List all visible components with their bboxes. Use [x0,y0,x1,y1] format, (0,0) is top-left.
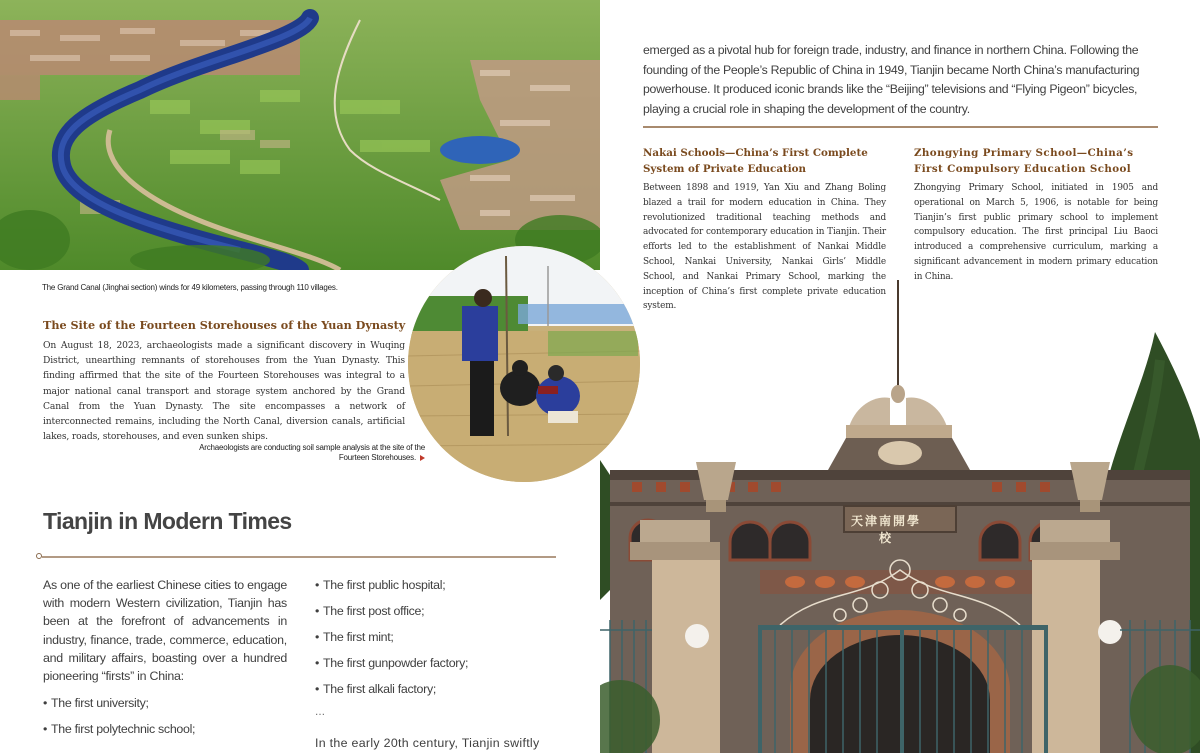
canal-photo-caption: The Grand Canal (Jinghai section) winds for 49 kilometers, passing through 110 villages. [42,283,338,292]
first-item-text: The first mint; [323,630,394,644]
archaeologists-photo-caption [180,443,425,463]
first-item-text: The first alkali factory; [323,682,437,696]
nakai-schools-body: Between 1898 and 1919, Yan Xiu and Zhang Boling blazed a trail for modern education in China. They revolutionized traditional teaching methods and advocated for contemporary education in Tianjin. Their efforts led to the establishment of Nankai Middle School, Nankai University, Nankai Girls’ Middle School, and Nankai Primary School, marking the inception of China’s first complete private education system. [643,183,886,312]
list-item [315,630,394,644]
first-item-text: The first gunpowder factory; [323,656,469,670]
bullet-icon: • [315,682,320,696]
yuan-storehouses-body: On August 18, 2023, archaeologists made a significant discovery in Wuqing District, unearthing remnants of storehouses from the Yuan Dynasty. This finding affirmed that the site of the Fourteen Storehouses was integral to a major national canal transport and storage system anchored by the Grand Canal from the Yuan Dynasty. The site encompasses a network of interconnected remains, including the North Canal, diversion canals, artificial lakes, roads, storehouses, and even sunken ships. [43,340,405,443]
school-sign-text: 天津南開學校 [850,514,921,545]
modern-times-continuation-right: emerged as a pivotal hub for foreign trade, industry, and finance in northern China. Following the founding of the People’s Republic of China in 1949, Tianjin became North China’s manufacturing powerhouse. It produced iconic brands like the “Beijing” televisions and “Flying Pigeon” bicycles, playing a crucial role in shaping the development of the country. [643,43,1140,116]
caption-pointer-icon [420,455,425,461]
list-item [43,696,149,710]
nakai-schools-heading: Nakai Schools—China’s First Complete System of Private Education [643,147,868,175]
grand-canal-photo [0,0,600,270]
bullet-icon: • [315,578,320,592]
first-item-text: The first public hospital; [323,578,446,592]
list-ellipsis: … [315,707,326,718]
bullet-icon: • [43,722,48,736]
modern-times-intro: As one of the earliest Chinese cities to engage with modern Western civilization, Tianjin has been at the forefront of advancements in industry, finance, trade, commerce, education, and military affairs, boasting over a hundred pioneering “firsts” in China: [43,578,287,684]
divider-line [42,556,556,558]
first-item-text: The first university; [51,696,149,710]
archaeologists-caption-text: Archaeologists are conducting soil sample analysis at the site of the Fourteen Storehouses. [199,443,425,462]
yuan-storehouses-heading: The Site of the Fourteen Storehouses of the Yuan Dynasty [43,318,406,332]
list-item [315,682,436,696]
first-item-text: The first polytechnic school; [51,722,196,736]
bullet-icon: • [315,656,320,670]
zhongying-school-body: Zhongying Primary School, initiated in 1905 and operational on March 5, 1906, is notable for being Tianjin’s first public primary school to implement compulsory education. The first principal Liu Baoci introduced a comprehensive curriculum, marking a significant advancement in modern primary education in China. [914,183,1158,282]
modern-times-continuation: In the early 20th century, Tianjin swiftly [315,736,540,750]
first-item-text: The first post office; [323,604,425,618]
zhongying-school-heading: Zhongying Primary School—China’s First Compulsory Education School [914,147,1134,175]
list-item [43,722,195,736]
bullet-icon: • [315,630,320,644]
section-divider [36,553,556,561]
list-item [315,604,424,618]
bullet-icon: • [43,696,48,710]
bullet-icon: • [315,604,320,618]
list-item [315,578,445,592]
modern-times-heading: Tianjin in Modern Times [43,508,292,534]
section-divider-right [643,126,1158,128]
list-item [315,656,468,670]
